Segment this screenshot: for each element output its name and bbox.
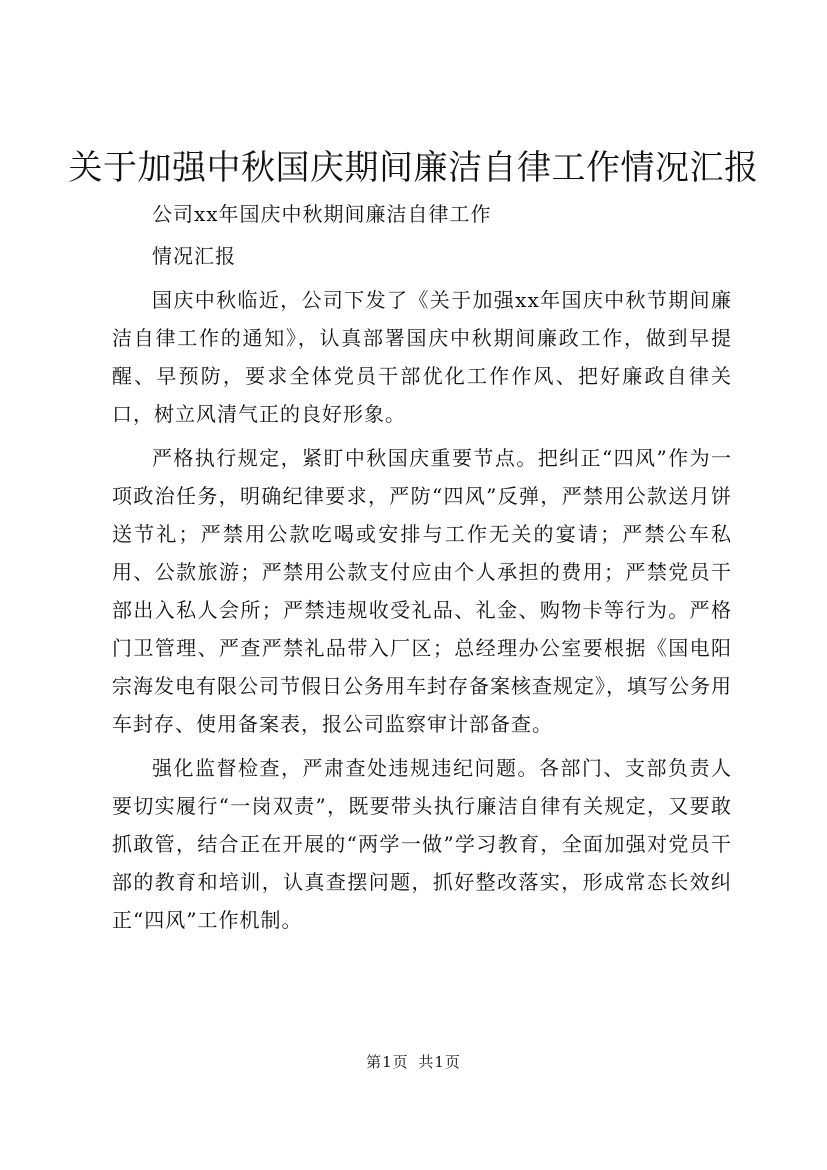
subtitle-line-2: 情况汇报 xyxy=(152,244,236,268)
page-footer xyxy=(0,1050,827,1074)
paragraph-2: 严格执行规定，紧盯中秋国庆重要节点。把纠正“四风”作为一项政治任务，明确纪律要求，严防“四风”反弹，严禁用公款送月饼送节礼；严禁用公款吃喝或安排与工作无关的宴请；严禁公车私用、公款旅游；严禁用公款支付应由个人承担的费用；严禁党员干部出入私人会所；严禁违规收受礼品、礼金、购物卡等行为。严格门卫管理、严查严禁礼品带入厂区；总经理办公室要根据《国电阳宗海发电有限公司节假日公务用车封存备案核查规定》，填写公务用车封存、使用备案表，报公司监察审计部备查。 xyxy=(112,446,732,736)
paragraph-3: 强化监督检查，严肃查处违规违纪问题。各部门、支部负责人要切实履行“一岗双责”，既要带头执行廉洁自律有关规定，又要敢抓敢管，结合正在开展的“两学一做”学习教育，全面加强对党员干部的教育和培训，认真查摆问题，抓好整改落实，形成常态长效纠正“四风”工作机制。 xyxy=(112,756,732,932)
page-number: 第1页 xyxy=(366,1053,409,1071)
document-body xyxy=(112,193,732,939)
subtitle-line-1: 公司xx年国庆中秋期间廉洁自律工作 xyxy=(152,202,492,226)
document-title: 关于加强中秋国庆期间廉洁自律工作情况汇报 xyxy=(68,148,759,188)
paragraph-1: 国庆中秋临近，公司下发了《关于加强xx年国庆中秋节期间廉洁自律工作的通知》，认真部署国庆中秋期间廉政工作，做到早提醒、早预防，要求全体党员干部优化工作作风、把好廉政自律关口，树立风清气正的良好形象。 xyxy=(112,288,732,426)
page-total: 共1页 xyxy=(418,1053,461,1071)
